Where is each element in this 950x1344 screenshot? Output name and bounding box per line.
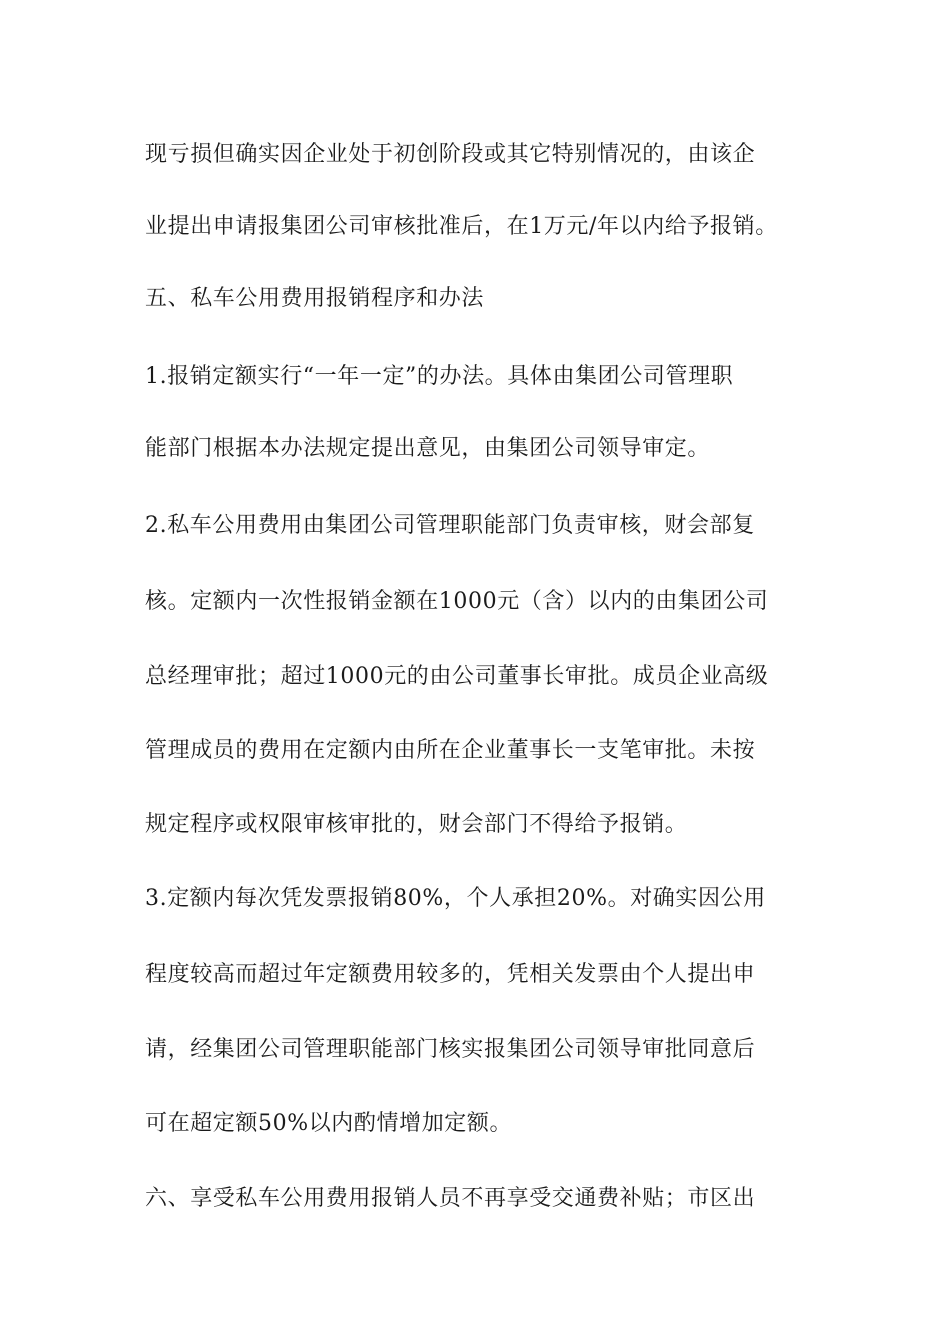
- text-line: 管理成员的费用在定额内由所在企业董事长一支笔审批。未按: [145, 738, 756, 763]
- text-line: 程度较高而超过年定额费用较多的，凭相关发票由个人提出申: [145, 962, 756, 987]
- text-line: 规定程序或权限审核审批的，财会部门不得给予报销。: [145, 812, 688, 837]
- text-line: 可在超定额50%以内酌情增加定额。: [145, 1111, 513, 1136]
- text-line: 2.私车公用费用由集团公司管理职能部门负责审核，财会部复: [145, 513, 755, 538]
- text-line: 核。定额内一次性报销金额在1000元（含）以内的由集团公司: [145, 589, 769, 614]
- text-line: 能部门根据本办法规定提出意见，由集团公司领导审定。: [145, 436, 711, 461]
- text-line: 总经理审批；超过1000元的由公司董事长审批。成员企业高级: [145, 664, 769, 689]
- text-line: 业提出申请报集团公司审核批准后，在1万元/年以内给予报销。: [145, 214, 778, 239]
- text-line: 1.报销定额实行“一年一定”的办法。具体由集团公司管理职: [145, 364, 734, 389]
- text-line: 六、享受私车公用费用报销人员不再享受交通费补贴；市区出: [145, 1186, 756, 1211]
- text-line: 请，经集团公司管理职能部门核实报集团公司领导审批同意后: [145, 1037, 756, 1062]
- text-line: 3.定额内每次凭发票报销80%，个人承担20%。对确实因公用: [145, 886, 766, 911]
- section-heading: 五、私车公用费用报销程序和办法: [145, 286, 485, 311]
- text-line: 现亏损但确实因企业处于初创阶段或其它特别情况的，由该企: [145, 142, 756, 167]
